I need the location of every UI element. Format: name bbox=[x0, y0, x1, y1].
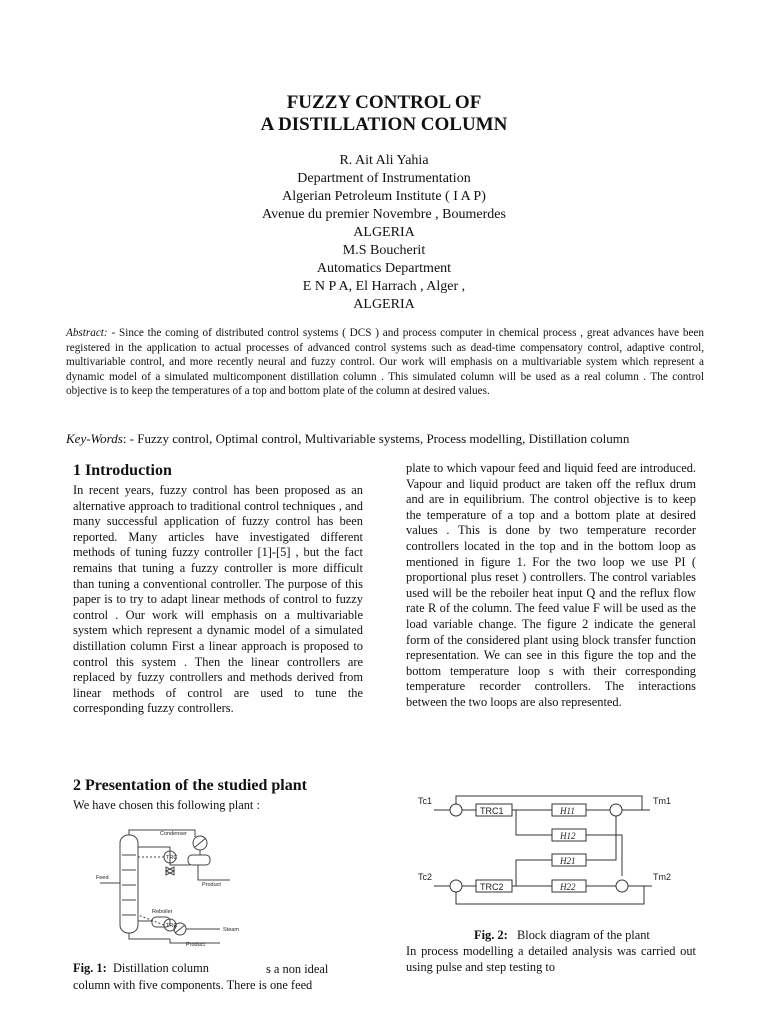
figure-2-block-diagram bbox=[412, 790, 690, 910]
author-line: E N P A, El Harrach , Alger , bbox=[302, 279, 466, 294]
figure-1-distillation-column bbox=[90, 825, 270, 947]
fig2-label-h11: H11 bbox=[560, 806, 575, 816]
summing-junction-3 bbox=[610, 804, 622, 816]
abstract-text: - Since the coming of distributed control systems ( DCS ) and process computer in chemical process , great advances have been registered in the application to actual processes of advanced control systems such as dead-time compensatory control, adaptive control, multivariable control, and more recently neural and fuzzy control. Our work will emphasis on a multivariable system which represent a dynamic model of a simulated multicomponent distillation column . This simulated column will be used as a real column . The control objective is to keep the temperatures of a top and bottom plate of the column at desired values. bbox=[66, 327, 704, 398]
figure-2-caption bbox=[474, 928, 650, 944]
section-heading-plant: 2 Presentation of the studied plant bbox=[73, 777, 307, 794]
title-line-1: FUZZY CONTROL OF bbox=[286, 92, 482, 113]
fig1-label-condenser: Condenser bbox=[160, 831, 187, 837]
keywords-label: Key-Words bbox=[66, 431, 123, 446]
fig2-caption-text: Block diagram of the plant bbox=[517, 928, 650, 942]
fig2-label-tm2: Tm2 bbox=[653, 872, 671, 882]
author-line: ALGERIA bbox=[353, 225, 415, 240]
fig1-label-trc-top: TRC bbox=[166, 855, 178, 861]
right-column-after-fig2: In process modelling a detailed analysis was carried out using pulse and step testing to bbox=[406, 944, 696, 974]
section-heading-intro: 1 Introduction bbox=[73, 462, 172, 479]
title-line-2: A DISTILLATION COLUMN bbox=[260, 114, 508, 135]
fig2-label-tm1: Tm1 bbox=[653, 796, 671, 806]
fig1-label-product-bottom: Product bbox=[186, 942, 205, 947]
author-line: R. Ait Ali Yahia bbox=[339, 153, 429, 168]
author-line: Algerian Petroleum Institute ( I A P) bbox=[282, 189, 486, 204]
author-line: Avenue du premier Novembre , Boumerdes bbox=[262, 207, 506, 222]
figure-1-caption bbox=[73, 961, 209, 977]
fig2-label-trc1: TRC1 bbox=[480, 806, 504, 816]
fig2-label-h12: H12 bbox=[560, 831, 576, 841]
abstract-label: Abstract: bbox=[66, 327, 108, 339]
author-line: Department of Instrumentation bbox=[297, 171, 471, 186]
fig2-label-tc2: Tc2 bbox=[418, 872, 433, 882]
paper-title bbox=[0, 92, 768, 136]
fig1-label-trc-bottom: TRC bbox=[166, 923, 178, 929]
intro-body: In recent years, fuzzy control has been proposed as an alternative approach to traditional control techniques , and many successful application of fuzzy control has been reported. Many articles have investigated different methods of tuning fuzzy controller [1]-[5] , but the fact remains that tuning a fuzzy controller is more difficult than tuning a conventional controller. The purpose of this paper is to try to adapt linear methods of control to fuzzy control . Our work will emphasis on a multivariable system which represent a dynamic model of a simulated distillation column First a linear approach is proposed to control this system . Then the linear controllers are replaced by fuzzy controllers and methods derived from linear methods of control are used to tune the corresponding fuzzy controllers. bbox=[73, 483, 363, 716]
fig2-label-h22: H22 bbox=[560, 882, 576, 892]
fig1-caption-text: Distillation column bbox=[112, 961, 209, 975]
summing-junction-1 bbox=[450, 804, 462, 816]
author-block bbox=[0, 152, 768, 314]
right-column-body: plate to which vapour feed and liquid feed are introduced. Vapour and liquid product are taken off the reflux drum and are in equilibrium. The control objective is to keep the temperature of a top and a bottom plate at desired values . This is done by two temperature recorder controllers located in the top and in the bottom loop as mentioned in figure 1. For the two loop we use PI ( proportional plus reset ) controllers. The control variables used will be the reboiler heat input Q and the reflux flow rate R of the column. The feed value F will be used as the load variable change. The figure 2 indicate the general form of the considered plant using block transfer function representation. We can see in this figure the top and the bottom temperature loop s with their corresponding temperature recorder controllers. The interactions between the two loops are also represented. bbox=[406, 461, 696, 709]
summing-junction-2 bbox=[450, 880, 462, 892]
fig2-label-h21: H21 bbox=[560, 856, 576, 866]
keywords-text: : - Fuzzy control, Optimal control, Multivariable systems, Process modelling, Distillation column bbox=[122, 431, 630, 446]
fig2-caption-label: Fig. 2: bbox=[474, 928, 508, 942]
left-bottom-line-2: column with five components. There is one feed bbox=[73, 978, 313, 992]
fig1-label-reboiler: Reboiler bbox=[152, 909, 173, 915]
fig1-label-steam: Steam bbox=[223, 927, 239, 933]
column-shell bbox=[120, 835, 138, 933]
author-line: Automatics Department bbox=[316, 261, 452, 276]
abstract bbox=[66, 326, 704, 399]
fig2-label-tc1: Tc1 bbox=[418, 796, 433, 806]
left-bottom-line-1: s a non ideal bbox=[266, 962, 329, 976]
fig1-caption-label: Fig. 1: bbox=[73, 961, 107, 975]
reflux-drum bbox=[188, 855, 210, 865]
author-line: M.S Boucherit bbox=[342, 243, 426, 258]
fig1-label-feed: Feed bbox=[96, 875, 109, 881]
plant-intro: We have chosen this following plant : bbox=[73, 798, 260, 812]
fig2-label-trc2: TRC2 bbox=[480, 882, 504, 892]
author-line: ALGERIA bbox=[353, 297, 415, 312]
keywords bbox=[66, 431, 629, 447]
fig1-label-product-top: Product bbox=[202, 882, 221, 888]
summing-junction-4 bbox=[616, 880, 628, 892]
